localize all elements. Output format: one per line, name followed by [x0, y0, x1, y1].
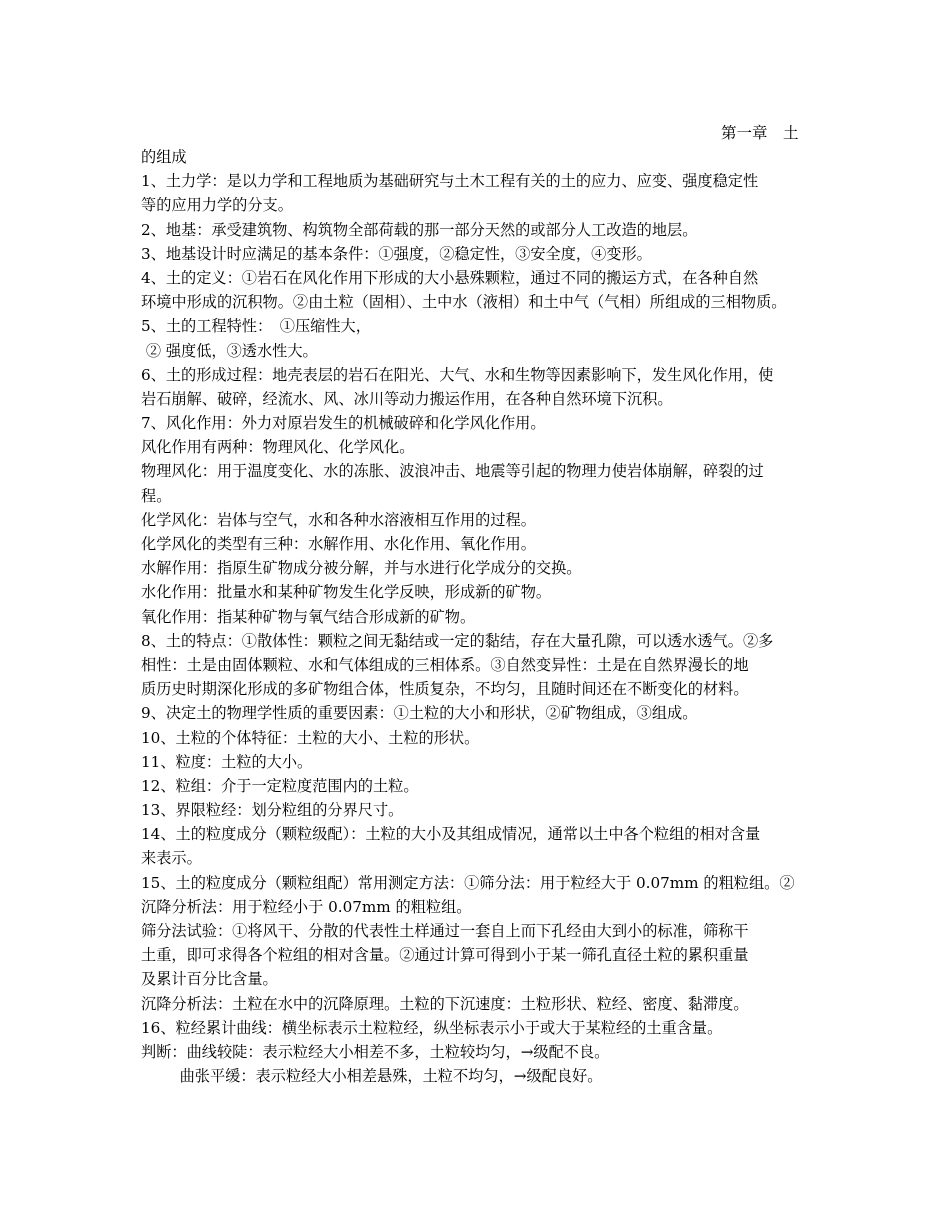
text-line: ② 强度低，③透水性大。 — [141, 341, 318, 360]
text-line: 11、粒度：土粒的大小。 — [141, 752, 313, 771]
text-line: 氧化作用：指某种矿物与氧气结合形成新的矿物。 — [141, 607, 476, 626]
text-line: 筛分法试验：①将风干、分散的代表性土样通过一套自上而下孔经由大到小的标准，筛称干 — [141, 922, 749, 940]
text-line: 水化作用：批量水和某种矿物发生化学反映，形成新的矿物。 — [141, 583, 552, 602]
text-line: 环境中形成的沉积物。②由土粒（固相）、土中水（液相）和土中气（气相）所组成的三相物质。 — [141, 293, 787, 312]
text-line: 及累计百分比含量。 — [141, 970, 278, 989]
text-line: 物理风化：用于温度变化、水的冻胀、波浪冲击、地震等引起的物理力使岩体崩解，碎裂的过 — [141, 462, 764, 481]
text-line: 岩石崩解、破碎，经流水、风、冰川等动力搬运作用，在各种自然环境下沉积。 — [141, 389, 673, 408]
text-line: 14、土的粒度成分（颗粒级配）：土粒的大小及其组成情况，通常以土中各个粒组的相对含量 — [141, 825, 761, 844]
text-line: 土重，即可求得各个粒组的相对含量。②通过计算可得到小于某一筛孔直径土粒的累积重量 — [141, 946, 749, 965]
text-line: 质历史时期深化形成的多矿物组合体，性质复杂，不均匀，且随时间还在不断变化的材料。 — [141, 680, 749, 699]
text-line: 来表示。 — [141, 849, 202, 868]
text-line: 16、粒经累计曲线：横坐标表示土粒粒经，纵坐标表示小于或大于某粒经的土重含量。 — [141, 1018, 723, 1037]
text-line: 风化作用有两种：物理风化、化学风化。 — [141, 438, 415, 457]
text-line: 沉降分析法：土粒在水中的沉降原理。土粒的下沉速度：土粒形状、粒经、密度、黏滞度。 — [141, 994, 749, 1013]
text-line: 判断：曲线较陡：表示粒经大小相差不多，土粒较均匀，→级配不良。 — [141, 1042, 610, 1061]
text-line: 8、土的特点：①散体性：颗粒之间无黏结或一定的黏结，存在大量孔隙，可以透水透气。②多 — [141, 631, 774, 650]
chapter-heading: 第一章 土 — [721, 124, 799, 142]
text-line: 3、地基设计时应满足的基本条件：①强度，②稳定性，③安全度，④变形。 — [141, 244, 652, 263]
text-line: 程。 — [141, 486, 172, 505]
text-line: 12、粒组：介于一定粒度范围内的土粒。 — [141, 776, 419, 795]
text-line: 化学风化的类型有三种：水解作用、水化作用、氧化作用。 — [141, 535, 536, 553]
text-line: 10、土粒的个体特征：土粒的大小、土粒的形状。 — [141, 728, 480, 747]
text-line: 的组成 — [141, 148, 187, 166]
text-line: 化学风化：岩体与空气，水和各种水溶液相互作用的过程。 — [141, 510, 536, 529]
text-line: 13、界限粒经：划分粒组的分界尺寸。 — [141, 801, 404, 820]
text-line: 9、决定土的物理学性质的重要因素：①土粒的大小和形状，②矿物组成，③组成。 — [141, 704, 698, 723]
text-line: 相性：土是由固体颗粒、水和气体组成的三相体系。③自然变异性：土是在自然界漫长的地 — [141, 655, 749, 674]
text-line: 水解作用：指原生矿物成分被分解，并与水进行化学成分的交换。 — [141, 559, 582, 578]
text-line: 2、地基：承受建筑物、构筑物全部荷载的那一部分天然的或部分人工改造的地层。 — [141, 220, 698, 239]
text-line: 等的应用力学的分支。 — [141, 196, 293, 215]
text-line: 曲张平缓：表示粒经大小相差悬殊，土粒不均匀，→级配良好。 — [141, 1067, 603, 1086]
text-line: 6、土的形成过程：地壳表层的岩石在阳光、大气、水和生物等因素影响下，发生风化作用，使 — [141, 365, 774, 384]
text-line: 沉降分析法：用于粒经小于 0.07mm 的粗粒组。 — [141, 897, 472, 916]
text-line: 1、土力学：是以力学和工程地质为基础研究与土木工程有关的土的应力、应变、强度稳定性 — [141, 172, 759, 191]
text-line: 5、土的工程特性： ①压缩性大， — [141, 317, 371, 336]
text-line: 7、风化作用：外力对原岩发生的机械破碎和化学风化作用。 — [141, 414, 546, 433]
document-body — [141, 145, 816, 1088]
text-line: 4、土的定义：①岩石在风化作用下形成的大小悬殊颗粒，通过不同的搬运方式，在各种自然 — [141, 268, 759, 287]
text-line: 15、土的粒度成分（颗粒组配）常用测定方法：①筛分法：用于粒经大于 0.07mm 的粗粒组。② — [141, 873, 795, 892]
